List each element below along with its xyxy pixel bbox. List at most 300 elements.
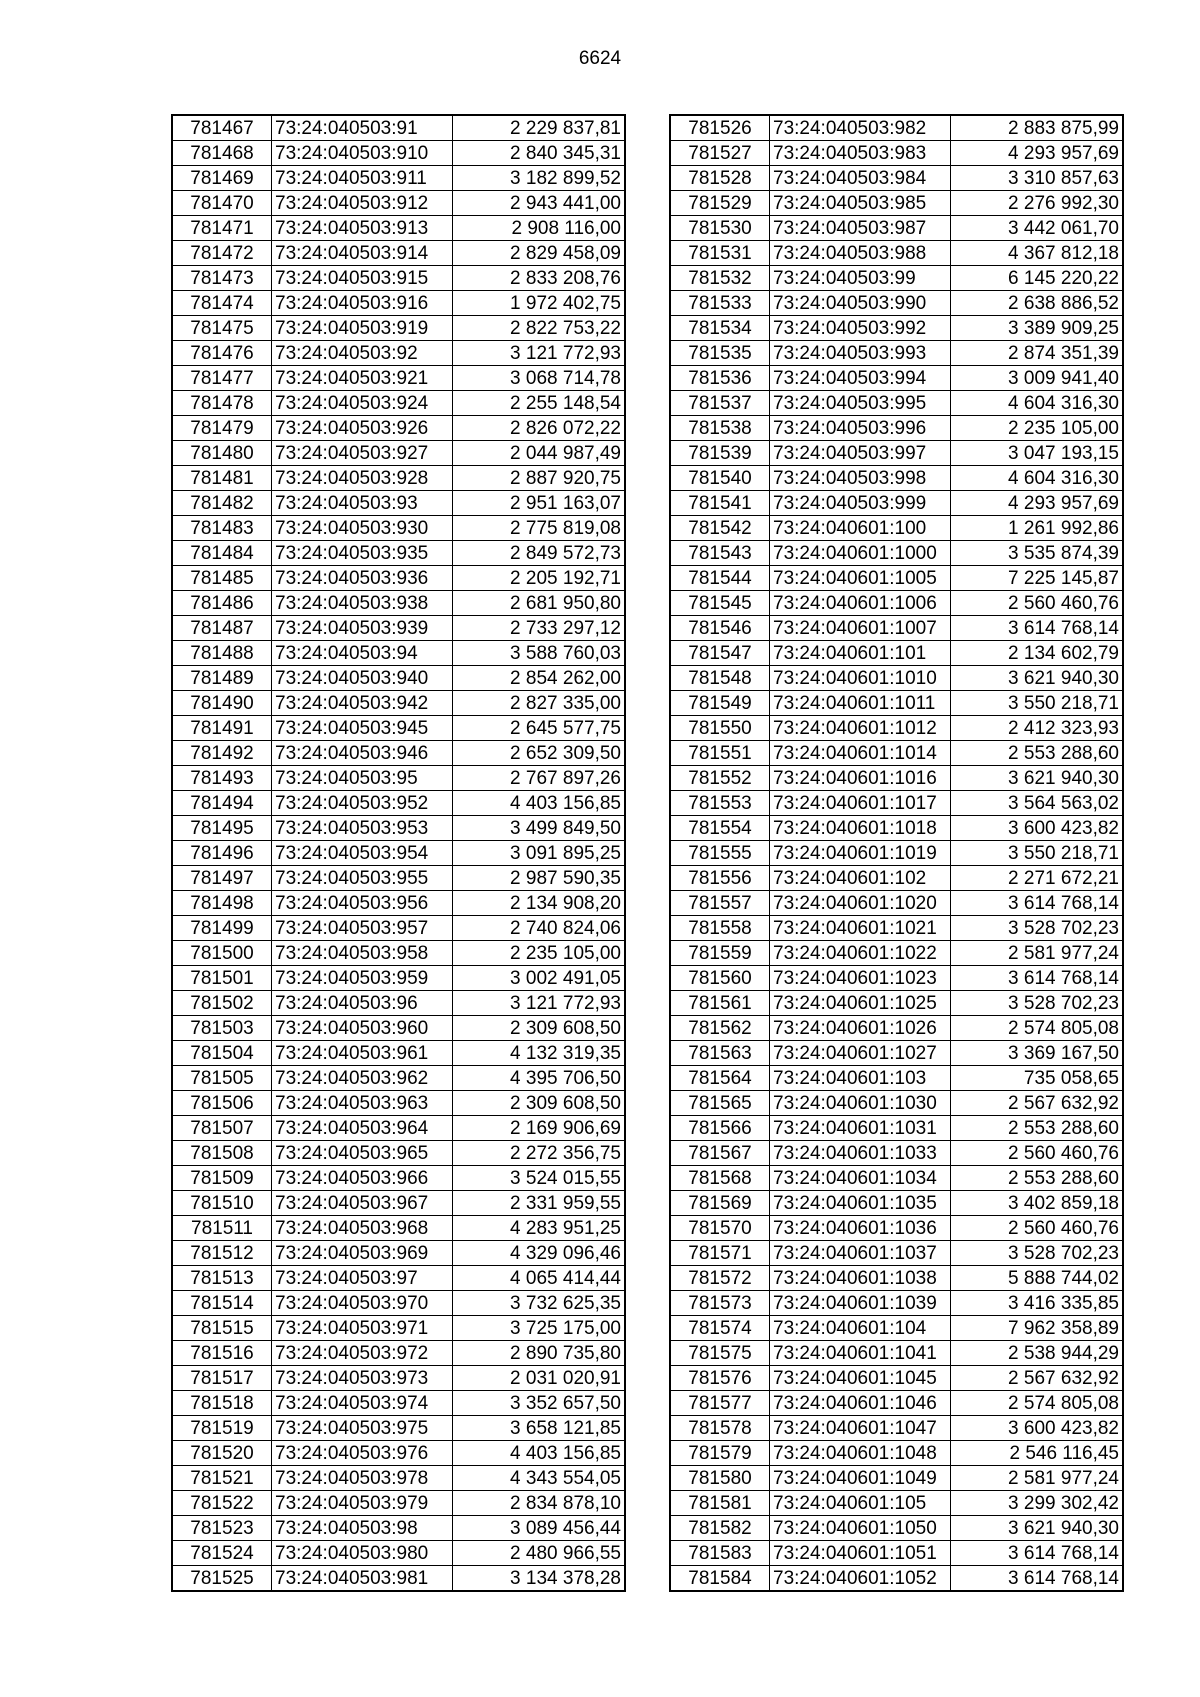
record-number-cell: 781521 (173, 1466, 272, 1491)
cadastral-number-cell: 73:24:040503:94 (272, 641, 453, 666)
cadastral-value-cell: 4 132 319,35 (453, 1041, 625, 1066)
table-row (173, 841, 625, 866)
table-row (173, 991, 625, 1016)
cadastral-value-cell: 4 367 812,18 (951, 241, 1123, 266)
cadastral-number-cell: 73:24:040503:919 (272, 316, 453, 341)
table-row (671, 516, 1123, 541)
table-row (671, 341, 1123, 366)
cadastral-value-cell: 3 528 702,23 (951, 1241, 1123, 1266)
cadastral-value-cell: 2 951 163,07 (453, 491, 625, 516)
cadastral-value-cell: 3 121 772,93 (453, 341, 625, 366)
cadastral-value-cell: 2 309 608,50 (453, 1016, 625, 1041)
cadastral-number-cell: 73:24:040601:1026 (770, 1016, 951, 1041)
record-number-cell: 781513 (173, 1266, 272, 1291)
cadastral-value-cell: 4 293 957,69 (951, 141, 1123, 166)
table-row (671, 1191, 1123, 1216)
cadastral-number-cell: 73:24:040601:1031 (770, 1116, 951, 1141)
record-number-cell: 781581 (671, 1491, 770, 1516)
table-row (173, 1291, 625, 1316)
cadastral-value-cell: 3 621 940,30 (951, 666, 1123, 691)
table-row (173, 741, 625, 766)
cadastral-number-cell: 73:24:040601:1048 (770, 1441, 951, 1466)
cadastral-number-cell: 73:24:040601:1025 (770, 991, 951, 1016)
table-row (671, 216, 1123, 241)
cadastral-number-cell: 73:24:040503:924 (272, 391, 453, 416)
record-number-cell: 781559 (671, 941, 770, 966)
table-row (173, 1441, 625, 1466)
record-number-cell: 781488 (173, 641, 272, 666)
cadastral-number-cell: 73:24:040503:973 (272, 1366, 453, 1391)
table-row (173, 1541, 625, 1566)
cadastral-value-cell: 3 009 941,40 (951, 366, 1123, 391)
cadastral-number-cell: 73:24:040503:913 (272, 216, 453, 241)
cadastral-number-cell: 73:24:040601:1006 (770, 591, 951, 616)
cadastral-number-cell: 73:24:040503:956 (272, 891, 453, 916)
cadastral-value-cell: 2 681 950,80 (453, 591, 625, 616)
cadastral-value-cell: 3 600 423,82 (951, 1416, 1123, 1441)
cadastral-number-cell: 73:24:040503:996 (770, 416, 951, 441)
table-row (173, 916, 625, 941)
table-row (173, 716, 625, 741)
record-number-cell: 781582 (671, 1516, 770, 1541)
record-number-cell: 781492 (173, 741, 272, 766)
cadastral-value-cell: 2 652 309,50 (453, 741, 625, 766)
table-row (173, 1341, 625, 1366)
cadastral-value-cell: 3 182 899,52 (453, 166, 625, 191)
table-row (173, 1566, 625, 1591)
table-row (671, 816, 1123, 841)
record-number-cell: 781554 (671, 816, 770, 841)
cadastral-number-cell: 73:24:040503:912 (272, 191, 453, 216)
cadastral-value-cell: 2 560 460,76 (951, 1141, 1123, 1166)
record-number-cell: 781506 (173, 1091, 272, 1116)
cadastral-number-cell: 73:24:040503:976 (272, 1441, 453, 1466)
table-row (671, 1141, 1123, 1166)
cadastral-value-cell: 2 826 072,22 (453, 416, 625, 441)
cadastral-value-cell: 2 255 148,54 (453, 391, 625, 416)
record-number-cell: 781561 (671, 991, 770, 1016)
record-number-cell: 781468 (173, 141, 272, 166)
cadastral-number-cell: 73:24:040601:100 (770, 516, 951, 541)
cadastral-value-cell: 3 134 378,28 (453, 1566, 625, 1591)
cadastral-number-cell: 73:24:040503:982 (770, 116, 951, 141)
record-number-cell: 781552 (671, 766, 770, 791)
table-row (671, 416, 1123, 441)
cadastral-value-cell: 3 416 335,85 (951, 1291, 1123, 1316)
cadastral-number-cell: 73:24:040503:967 (272, 1191, 453, 1216)
cadastral-number-cell: 73:24:040601:1041 (770, 1341, 951, 1366)
record-number-cell: 781575 (671, 1341, 770, 1366)
cadastral-number-cell: 73:24:040601:105 (770, 1491, 951, 1516)
cadastral-value-cell: 3 369 167,50 (951, 1041, 1123, 1066)
cadastral-value-cell: 3 499 849,50 (453, 816, 625, 841)
cadastral-number-cell: 73:24:040503:910 (272, 141, 453, 166)
table-row (173, 1166, 625, 1191)
table-row (173, 766, 625, 791)
record-number-cell: 781493 (173, 766, 272, 791)
cadastral-value-cell: 2 874 351,39 (951, 341, 1123, 366)
record-number-cell: 781514 (173, 1291, 272, 1316)
cadastral-number-cell: 73:24:040503:954 (272, 841, 453, 866)
cadastral-value-cell: 3 564 563,02 (951, 791, 1123, 816)
cadastral-value-cell: 4 283 951,25 (453, 1216, 625, 1241)
cadastral-value-cell: 2 908 116,00 (453, 216, 625, 241)
record-number-cell: 781477 (173, 366, 272, 391)
cadastral-number-cell: 73:24:040503:972 (272, 1341, 453, 1366)
cadastral-number-cell: 73:24:040601:1038 (770, 1266, 951, 1291)
table-row (671, 841, 1123, 866)
table-row (173, 1241, 625, 1266)
cadastral-number-cell: 73:24:040503:938 (272, 591, 453, 616)
cadastral-value-cell: 2 887 920,75 (453, 466, 625, 491)
cadastral-number-cell: 73:24:040503:952 (272, 791, 453, 816)
cadastral-value-cell: 3 658 121,85 (453, 1416, 625, 1441)
record-number-cell: 781496 (173, 841, 272, 866)
page-number: 6624 (578, 48, 622, 69)
record-number-cell: 781476 (173, 341, 272, 366)
cadastral-number-cell: 73:24:040601:104 (770, 1316, 951, 1341)
cadastral-number-cell: 73:24:040601:1007 (770, 616, 951, 641)
cadastral-value-cell: 2 733 297,12 (453, 616, 625, 641)
table-row (671, 891, 1123, 916)
cadastral-value-cell: 7 962 358,89 (951, 1316, 1123, 1341)
cadastral-value-cell: 1 261 992,86 (951, 516, 1123, 541)
table-row (671, 466, 1123, 491)
cadastral-value-cell: 7 225 145,87 (951, 566, 1123, 591)
table-row (173, 1391, 625, 1416)
cadastral-number-cell: 73:24:040601:1023 (770, 966, 951, 991)
table-row (173, 391, 625, 416)
cadastral-value-cell: 4 065 414,44 (453, 1266, 625, 1291)
record-number-cell: 781479 (173, 416, 272, 441)
cadastral-value-cell: 2 829 458,09 (453, 241, 625, 266)
record-number-cell: 781511 (173, 1216, 272, 1241)
cadastral-number-cell: 73:24:040503:955 (272, 866, 453, 891)
cadastral-number-cell: 73:24:040503:930 (272, 516, 453, 541)
table-row (173, 266, 625, 291)
table-row (671, 266, 1123, 291)
record-number-cell: 781577 (671, 1391, 770, 1416)
table-row (671, 1441, 1123, 1466)
record-number-cell: 781548 (671, 666, 770, 691)
cadastral-number-cell: 73:24:040503:975 (272, 1416, 453, 1441)
cadastral-value-cell: 1 972 402,75 (453, 291, 625, 316)
record-number-cell: 781543 (671, 541, 770, 566)
cadastral-number-cell: 73:24:040503:993 (770, 341, 951, 366)
record-number-cell: 781526 (671, 116, 770, 141)
cadastral-value-cell: 3 614 768,14 (951, 1541, 1123, 1566)
cadastral-number-cell: 73:24:040503:983 (770, 141, 951, 166)
record-number-cell: 781485 (173, 566, 272, 591)
cadastral-value-cell: 2 574 805,08 (951, 1016, 1123, 1041)
table-row (173, 1091, 625, 1116)
cadastral-number-cell: 73:24:040503:963 (272, 1091, 453, 1116)
cadastral-number-cell: 73:24:040503:940 (272, 666, 453, 691)
record-number-cell: 781512 (173, 1241, 272, 1266)
table-row (173, 341, 625, 366)
cadastral-number-cell: 73:24:040503:995 (770, 391, 951, 416)
cadastral-value-cell: 2 849 572,73 (453, 541, 625, 566)
record-number-cell: 781558 (671, 916, 770, 941)
table-row (671, 866, 1123, 891)
cadastral-value-cell: 2 581 977,24 (951, 941, 1123, 966)
record-number-cell: 781470 (173, 191, 272, 216)
record-number-cell: 781504 (173, 1041, 272, 1066)
cadastral-number-cell: 73:24:040503:953 (272, 816, 453, 841)
table-row (173, 166, 625, 191)
cadastral-number-cell: 73:24:040503:966 (272, 1166, 453, 1191)
table-row (173, 141, 625, 166)
cadastral-value-cell: 3 614 768,14 (951, 891, 1123, 916)
cadastral-number-cell: 73:24:040601:1036 (770, 1216, 951, 1241)
table-row (671, 1391, 1123, 1416)
table-row (173, 1066, 625, 1091)
table-row (671, 1266, 1123, 1291)
table-row (671, 1341, 1123, 1366)
cadastral-value-cell: 2 134 602,79 (951, 641, 1123, 666)
table-row (671, 1316, 1123, 1341)
table-row (173, 1216, 625, 1241)
cadastral-value-cell: 3 614 768,14 (951, 966, 1123, 991)
table-row (173, 566, 625, 591)
record-number-cell: 781471 (173, 216, 272, 241)
cadastral-value-cell: 3 352 657,50 (453, 1391, 625, 1416)
cadastral-number-cell: 73:24:040503:959 (272, 966, 453, 991)
cadastral-number-cell: 73:24:040503:946 (272, 741, 453, 766)
cadastral-number-cell: 73:24:040503:968 (272, 1216, 453, 1241)
record-number-cell: 781480 (173, 441, 272, 466)
table-row (173, 641, 625, 666)
table-row (671, 366, 1123, 391)
cadastral-number-cell: 73:24:040503:981 (272, 1566, 453, 1591)
cadastral-value-cell: 4 403 156,85 (453, 791, 625, 816)
table-row (671, 391, 1123, 416)
record-number-cell: 781567 (671, 1141, 770, 1166)
table-row (173, 691, 625, 716)
cadastral-number-cell: 73:24:040601:102 (770, 866, 951, 891)
cadastral-value-cell: 3 524 015,55 (453, 1166, 625, 1191)
table-row (671, 1566, 1123, 1591)
cadastral-value-cell: 2 412 323,93 (951, 716, 1123, 741)
cadastral-number-cell: 73:24:040601:1022 (770, 941, 951, 966)
record-number-cell: 781494 (173, 791, 272, 816)
cadastral-number-cell: 73:24:040601:103 (770, 1066, 951, 1091)
table-row (173, 616, 625, 641)
cadastral-number-cell: 73:24:040601:1052 (770, 1566, 951, 1591)
record-number-cell: 781482 (173, 491, 272, 516)
cadastral-number-cell: 73:24:040503:911 (272, 166, 453, 191)
cadastral-value-cell: 3 299 302,42 (951, 1491, 1123, 1516)
record-number-cell: 781478 (173, 391, 272, 416)
record-number-cell: 781495 (173, 816, 272, 841)
cadastral-number-cell: 73:24:040503:969 (272, 1241, 453, 1266)
table-row (671, 1366, 1123, 1391)
cadastral-number-cell: 73:24:040503:942 (272, 691, 453, 716)
table-row (671, 441, 1123, 466)
cadastral-value-cell: 2 134 908,20 (453, 891, 625, 916)
cadastral-value-cell: 3 550 218,71 (951, 691, 1123, 716)
record-number-cell: 781523 (173, 1516, 272, 1541)
cadastral-value-cell: 4 343 554,05 (453, 1466, 625, 1491)
table-row (671, 291, 1123, 316)
record-number-cell: 781553 (671, 791, 770, 816)
table-row (671, 1116, 1123, 1141)
cadastral-value-cell: 3 068 714,78 (453, 366, 625, 391)
table-row (671, 916, 1123, 941)
cadastral-value-cell: 3 588 760,03 (453, 641, 625, 666)
record-number-cell: 781529 (671, 191, 770, 216)
cadastral-number-cell: 73:24:040503:936 (272, 566, 453, 591)
record-number-cell: 781503 (173, 1016, 272, 1041)
cadastral-number-cell: 73:24:040503:92 (272, 341, 453, 366)
cadastral-number-cell: 73:24:040601:1033 (770, 1141, 951, 1166)
cadastral-value-cell: 2 834 878,10 (453, 1491, 625, 1516)
table-row (671, 766, 1123, 791)
cadastral-number-cell: 73:24:040503:965 (272, 1141, 453, 1166)
record-number-cell: 781544 (671, 566, 770, 591)
table-row (173, 1516, 625, 1541)
cadastral-value-cell: 2 740 824,06 (453, 916, 625, 941)
record-number-cell: 781538 (671, 416, 770, 441)
cadastral-number-cell: 73:24:040503:921 (272, 366, 453, 391)
table-row (173, 941, 625, 966)
record-number-cell: 781522 (173, 1491, 272, 1516)
table-row (671, 1016, 1123, 1041)
cadastral-value-cell: 3 550 218,71 (951, 841, 1123, 866)
cadastral-number-cell: 73:24:040503:964 (272, 1116, 453, 1141)
cadastral-number-cell: 73:24:040503:914 (272, 241, 453, 266)
cadastral-number-cell: 73:24:040503:985 (770, 191, 951, 216)
record-number-cell: 781564 (671, 1066, 770, 1091)
data-table-right (670, 115, 1123, 1591)
cadastral-number-cell: 73:24:040503:970 (272, 1291, 453, 1316)
table-row (671, 1066, 1123, 1091)
record-number-cell: 781536 (671, 366, 770, 391)
table-row (671, 116, 1123, 141)
record-number-cell: 781578 (671, 1416, 770, 1441)
record-number-cell: 781520 (173, 1441, 272, 1466)
cadastral-number-cell: 73:24:040601:1030 (770, 1091, 951, 1116)
table-row (671, 1466, 1123, 1491)
table-row (671, 741, 1123, 766)
cadastral-value-cell: 3 600 423,82 (951, 816, 1123, 841)
record-number-cell: 781551 (671, 741, 770, 766)
cadastral-number-cell: 73:24:040503:93 (272, 491, 453, 516)
cadastral-value-cell: 3 528 702,23 (951, 991, 1123, 1016)
record-number-cell: 781549 (671, 691, 770, 716)
record-number-cell: 781497 (173, 866, 272, 891)
cadastral-value-cell: 2 581 977,24 (951, 1466, 1123, 1491)
cadastral-value-cell: 2 833 208,76 (453, 266, 625, 291)
cadastral-number-cell: 73:24:040503:961 (272, 1041, 453, 1066)
table-row (173, 191, 625, 216)
table-row (173, 866, 625, 891)
record-number-cell: 781517 (173, 1366, 272, 1391)
table-row (173, 966, 625, 991)
cadastral-value-cell: 2 235 105,00 (951, 416, 1123, 441)
cadastral-number-cell: 73:24:040601:1047 (770, 1416, 951, 1441)
record-number-cell: 781475 (173, 316, 272, 341)
cadastral-value-cell: 6 145 220,22 (951, 266, 1123, 291)
cadastral-value-cell: 2 943 441,00 (453, 191, 625, 216)
cadastral-value-cell: 3 310 857,63 (951, 166, 1123, 191)
cadastral-number-cell: 73:24:040503:998 (770, 466, 951, 491)
cadastral-number-cell: 73:24:040601:1046 (770, 1391, 951, 1416)
table-row (671, 1166, 1123, 1191)
record-number-cell: 781502 (173, 991, 272, 1016)
record-number-cell: 781565 (671, 1091, 770, 1116)
record-number-cell: 781510 (173, 1191, 272, 1216)
table-row (173, 466, 625, 491)
cadastral-number-cell: 73:24:040601:1050 (770, 1516, 951, 1541)
cadastral-number-cell: 73:24:040503:97 (272, 1266, 453, 1291)
cadastral-number-cell: 73:24:040503:994 (770, 366, 951, 391)
table-row (173, 116, 625, 141)
cadastral-value-cell: 5 888 744,02 (951, 1266, 1123, 1291)
cadastral-value-cell: 2 553 288,60 (951, 741, 1123, 766)
cadastral-value-cell: 3 002 491,05 (453, 966, 625, 991)
cadastral-value-cell: 2 235 105,00 (453, 941, 625, 966)
cadastral-number-cell: 73:24:040503:992 (770, 316, 951, 341)
record-number-cell: 781562 (671, 1016, 770, 1041)
cadastral-number-cell: 73:24:040601:1021 (770, 916, 951, 941)
record-number-cell: 781528 (671, 166, 770, 191)
table-row (671, 791, 1123, 816)
cadastral-number-cell: 73:24:040601:1010 (770, 666, 951, 691)
table-row (173, 1041, 625, 1066)
cadastral-number-cell: 73:24:040503:928 (272, 466, 453, 491)
cadastral-number-cell: 73:24:040503:958 (272, 941, 453, 966)
cadastral-value-cell: 2 276 992,30 (951, 191, 1123, 216)
record-number-cell: 781469 (173, 166, 272, 191)
record-number-cell: 781490 (173, 691, 272, 716)
cadastral-value-cell: 2 638 886,52 (951, 291, 1123, 316)
table-row (173, 1491, 625, 1516)
cadastral-number-cell: 73:24:040503:984 (770, 166, 951, 191)
table-row (173, 516, 625, 541)
cadastral-value-cell: 2 854 262,00 (453, 666, 625, 691)
cadastral-value-cell: 2 205 192,71 (453, 566, 625, 591)
cadastral-number-cell: 73:24:040601:1049 (770, 1466, 951, 1491)
cadastral-value-cell: 2 890 735,80 (453, 1341, 625, 1366)
cadastral-value-cell: 3 732 625,35 (453, 1291, 625, 1316)
table-row (173, 241, 625, 266)
table-row (173, 441, 625, 466)
record-number-cell: 781583 (671, 1541, 770, 1566)
cadastral-value-cell: 3 389 909,25 (951, 316, 1123, 341)
cadastral-value-cell: 4 604 316,30 (951, 391, 1123, 416)
table-row (671, 591, 1123, 616)
cadastral-number-cell: 73:24:040503:957 (272, 916, 453, 941)
cadastral-number-cell: 73:24:040503:979 (272, 1491, 453, 1516)
cadastral-number-cell: 73:24:040503:971 (272, 1316, 453, 1341)
cadastral-value-cell: 2 560 460,76 (951, 591, 1123, 616)
cadastral-number-cell: 73:24:040601:1034 (770, 1166, 951, 1191)
table-row (173, 1191, 625, 1216)
cadastral-value-cell: 2 480 966,55 (453, 1541, 625, 1566)
record-number-cell: 781505 (173, 1066, 272, 1091)
table-row (671, 191, 1123, 216)
table-row (173, 541, 625, 566)
cadastral-number-cell: 73:24:040503:987 (770, 216, 951, 241)
cadastral-number-cell: 73:24:040601:1051 (770, 1541, 951, 1566)
record-number-cell: 781556 (671, 866, 770, 891)
record-number-cell: 781516 (173, 1341, 272, 1366)
table-row (173, 1416, 625, 1441)
record-number-cell: 781481 (173, 466, 272, 491)
table-row (671, 966, 1123, 991)
record-number-cell: 781487 (173, 616, 272, 641)
